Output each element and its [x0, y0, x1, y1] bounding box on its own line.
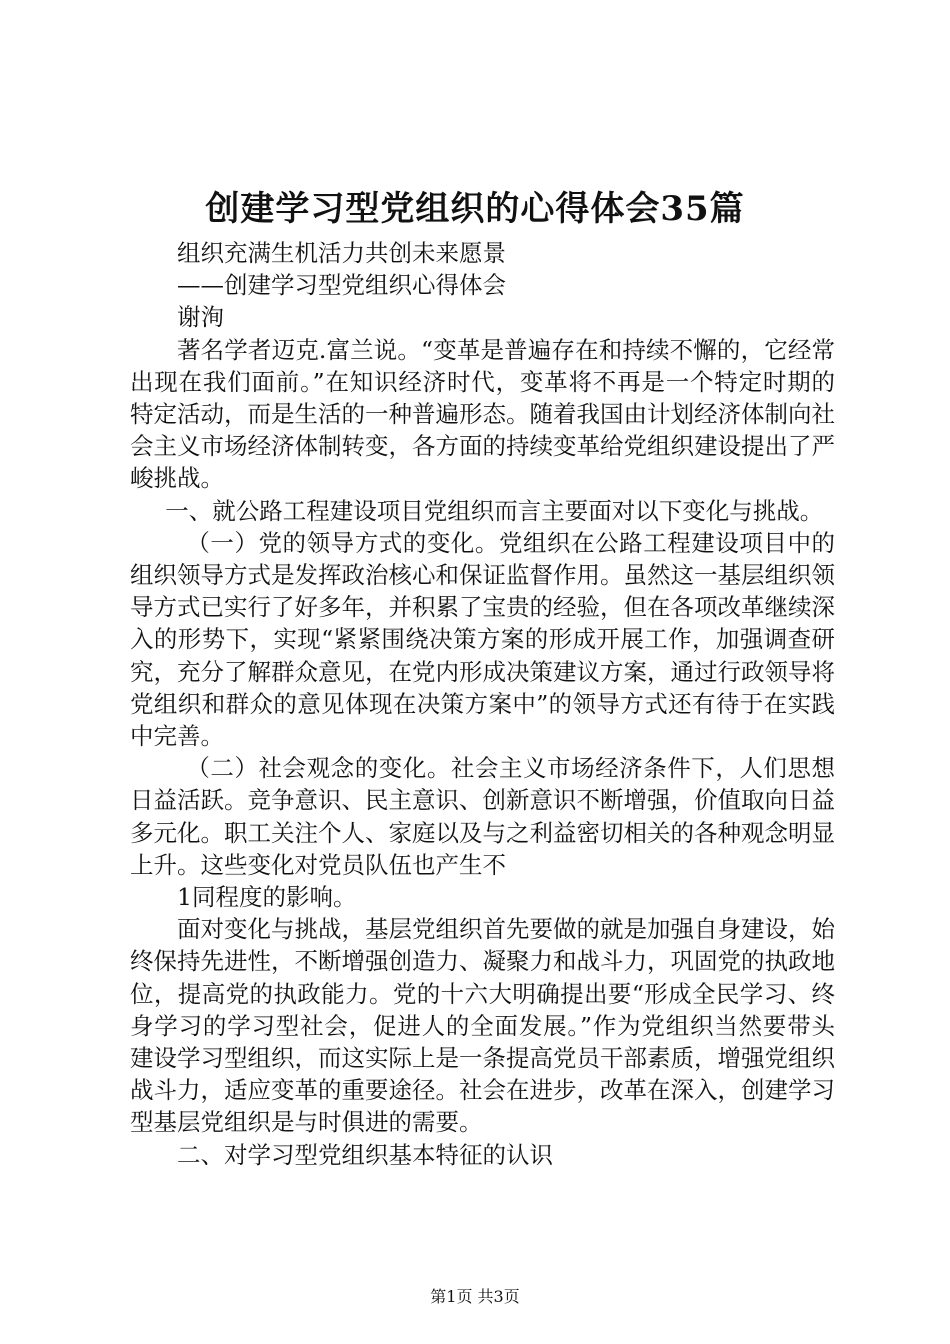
paragraph-social-change: （二）社会观念的变化。社会主义市场经济条件下，人们思想日益活跃。竞争意识、民主意识、创新意识不断增强，价值取向日益多元化。职工关注个人、家庭以及与之利益密切相关的各种观念明显上升。这些变化对党员队伍也产生不 [130, 754, 835, 879]
paragraph-section-one-heading: 一、就公路工程建设项目党组织而言主要面对以下变化与挑战。 [165, 496, 824, 525]
paragraph-response: 面对变化与挑战，基层党组织首先要做的就是加强自身建设，始终保持先进性，不断增强创造力、凝聚力和战斗力，巩固党的执政地位，提高党的执政能力。党的十六大明确提出要“形成全民学习、终身学习的学习型社会，促进人的全面发展。”作为党组织当然要带头建设学习型组织，而这实际上是一条提高党员干部素质，增强党组织战斗力，适应变革的重要途径。社会在进步，改革在深入，创建学习型基层党组织是与时俱进的需要。 [130, 915, 835, 1137]
page-footer: 第1页 共3页 [430, 1287, 520, 1306]
document-title: 创建学习型党组织的心得体会35篇 [205, 189, 745, 229]
paragraph-leadership-change: （一）党的领导方式的变化。党组织在公路工程建设项目中的组织领导方式是发挥政治核心和保证监督作用。虽然这一基层组织领导方式已实行了好多年，并积累了宝贵的经验，但在各项改革继续深入的形势下，实现“紧紧围绕决策方案的形成开展工作，加强调查研究，充分了解群众意见，在党内形成决策建议方案，通过行政领导将党组织和群众的意见体现在决策方案中”的领导方式还有待于在实践中完善。 [130, 528, 835, 751]
paragraph-continuation: 1同程度的影响。 [177, 883, 357, 912]
author: 谢洵 [177, 303, 224, 332]
paragraph-section-two-heading: 二、对学习型党组织基本特征的认识 [177, 1140, 553, 1169]
subtitle-secondary: ——创建学习型党组织心得体会 [177, 271, 506, 300]
paragraph-intro: 著名学者迈克.富兰说。“变革是普遍存在和持续不懈的，它经常出现在我们面前。”在知识经济时代，变革将不再是一个特定时期的特定活动，而是生活的一种普遍形态。随着我国由计划经济体制向社会主义市场经济体制转变，各方面的持续变革给党组织建设提出了严峻挑战。 [130, 335, 835, 493]
subtitle: 组织充满生机活力共创未来愿景 [177, 239, 506, 267]
document-body [130, 237, 835, 1171]
